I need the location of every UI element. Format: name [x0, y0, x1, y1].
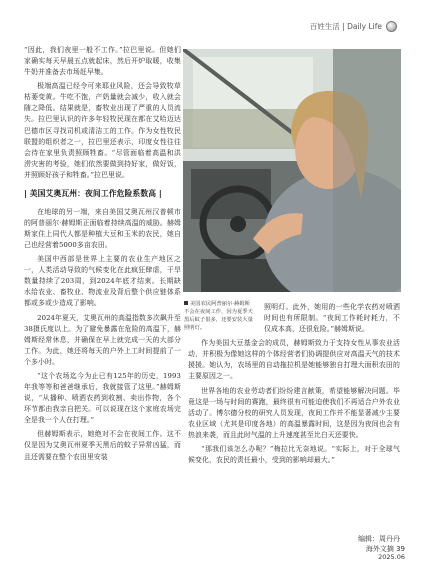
body-paragraph: 2024年夏天，艾奥瓦州的高温指数多次飙升至38摄氏度以上。为了避免暴露在危险的高温下，赫姆斯经常休息，并确保在早上就完成一天的大部分工作。为此，她还将每天的户外上工时间提前了一个多小时。	[24, 313, 181, 366]
page-footer	[366, 545, 405, 561]
page-header	[310, 21, 397, 32]
right-column	[188, 302, 400, 469]
body-paragraph: 世界各地的农业劳动者们纷纷建言献策，希望能够解决问题。毕竟这是一场与时间的赛跑，最终很有可能迫使我们不再适合户外农业活动了。博尔德分校的研究人员发现，夜间工作并不能显著减少主要农业区域（尤其是印度各地）的高温暴露时间，这是因为夜间也会有热浪来袭，而且此时气温的上升速度甚至比白天还要快。	[188, 386, 400, 439]
body-paragraph: 极端高温已经令可来耶业风险，还会导致牧草枯萎变黄。牛吃不饱，产奶量就会减少，收入就会随之降低。结果就是，畜牧业出现了严重的人员流失。拉巴里认识的许多年轻牧民现在都在艾哈迈达巴德市区寻找司机或清洁工的工作。作为女性牧民联盟的组织者之一，拉巴里还表示，印度女性往往会待在家里负责照顾牲畜。“尽管面临着高温和洪涝灾害的考验，她们依然要做到持好家，做好饭，并照顾好孩子和牲畜。”拉巴里说。	[24, 82, 181, 179]
body-paragraph: 美国中西部是世界上主要的农业生产地区之一，人类活动导致的气候变化在此疯狂肆虐，干旱数量持续了203周，到2024年底才结束。长期缺水给农业、畜牧业、物流业及背后整个供应链体系都或多或少造成了影响。	[24, 255, 181, 308]
body-paragraph: 作为美国大豆基金会的成员，赫姆斯致力于支持女性从事农业活动，并积极为像她这样的个体经营者们协调提供应对高温天气的技术援援。她认为，农场里的自动拖拉机是她能够独自打理大面积农田的主要原因之一。	[188, 339, 400, 381]
body-paragraph: 但赫姆斯表示，她绝对不会在夜间工作。这不仅是因为艾奥瓦州夏季天黑后的蚊子异常凶猛，而且还需要在整个农田里安装	[24, 430, 181, 461]
caption-text: 美国农民阿普丽尔·赫姆斯不会在夜间工作，因为夏季天黑后蚊子很多，还要安装大量照明灯。	[184, 301, 253, 331]
body-paragraph: 照明灯。此外，她用的一些化学农药对喷洒时间也有所限制。“夜间工作耗时耗力，不仅成本高，还很危险。”赫姆斯说。	[264, 303, 400, 334]
body-paragraph: “那我们该怎么办呢？”梅拉比无奈地说。“实际上，对于全球气候变化，农民的责任最小，受到的影响却最大。”	[188, 445, 400, 465]
farmer-in-tractor-cab-photo	[183, 49, 401, 292]
body-paragraph: “这个农场迄今为止已有125年的历史，1993年我等等和爸爸继承后，我就接管了这里。”赫姆斯说，“从播种、喷洒农药到收割、卖出作物，各个环节都由我亲自把关。可以说现在这个家庭农场完全是我一个人在打理。”	[24, 372, 181, 425]
left-column	[24, 45, 181, 466]
section-title: | 美国艾奥瓦州：夜间工作危险系数高 |	[24, 188, 162, 198]
body-paragraph: 在地球的另一端，来自美国艾奥瓦州汉普顿市的阿普丽尔·赫姆斯正面临着持续高温的威胁。赫姆斯家住上同代人都是种植大豆和玉米的农民，她自己也经营着5000多亩农田。	[24, 207, 181, 249]
page-number: 39	[396, 545, 405, 553]
body-paragraph: “因此，我们夜里一般不工作。”拉巴里说。但她们家确实每天早晨五点就起床，然后开炉取暖，收集牛奶并准备去市场赶早集。	[24, 46, 181, 77]
editor-credit: 编辑：周丹丹	[358, 535, 400, 543]
issue-date: 2025.06	[378, 553, 405, 561]
magazine-name: 海外文摘	[365, 545, 394, 553]
globe-icon	[386, 21, 397, 32]
section-label: 百姓生活 | Daily Life	[309, 22, 382, 31]
